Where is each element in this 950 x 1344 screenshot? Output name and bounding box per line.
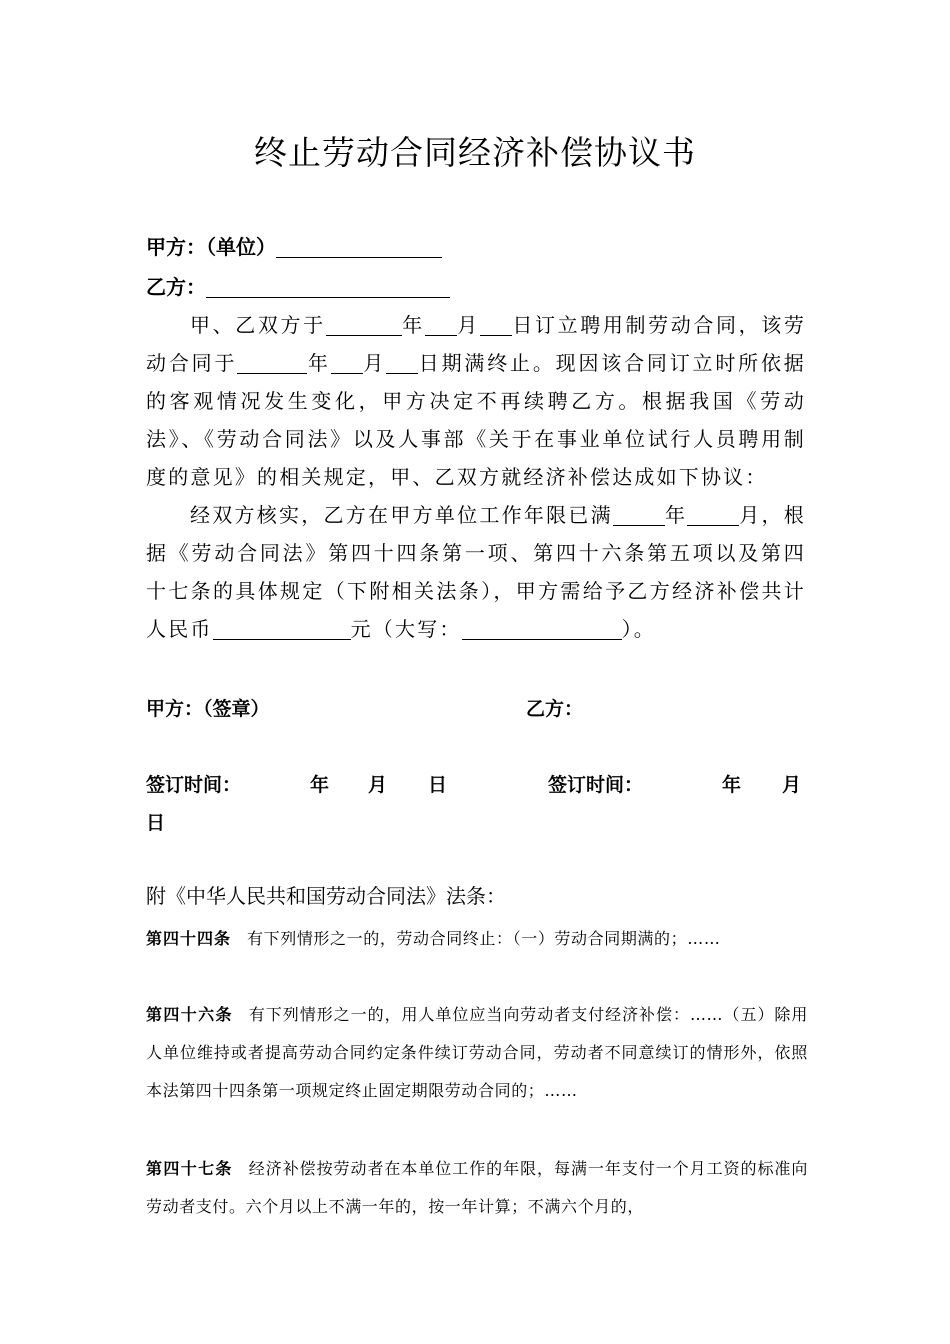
party-b-date-day: 日	[146, 812, 166, 834]
amount-words-blank[interactable]	[462, 615, 622, 640]
para1-text-5: 年	[307, 351, 331, 375]
expiry-month-blank[interactable]	[331, 349, 363, 374]
para2-text-4: 元（大写：	[350, 617, 462, 641]
party-a-date-year: 年	[310, 774, 330, 796]
article-47	[146, 1150, 808, 1226]
party-a-signature-label: 甲方：（签章）	[146, 698, 270, 720]
para2-text-5: ）。	[621, 617, 657, 641]
para1-text-3: 月	[456, 313, 480, 337]
party-b-date-month: 月	[782, 774, 802, 796]
sign-month-blank[interactable]	[425, 311, 457, 336]
party-a-date-month: 月	[368, 774, 388, 796]
document-title: 终止劳动合同经济补偿协议书	[254, 133, 696, 172]
article-46-text: 有下列情形之一的，用人单位应当向劳动者支付经济补偿：……（五）除用人单位维持或者提高劳动合同约定条件续订劳动合同，劳动者不同意续订的情形外，依照本法第四十四条第一项规定终止固定期限劳动合同的；……	[146, 1005, 808, 1100]
service-months-blank[interactable]	[687, 501, 739, 526]
agreement-paragraph-1	[146, 306, 806, 496]
service-years-blank[interactable]	[613, 501, 665, 526]
party-a-label: 甲方：（单位）	[146, 235, 276, 259]
party-b-date-label: 签订时间：	[548, 774, 644, 796]
party-b-blank[interactable]	[206, 273, 450, 298]
para1-text-4: 日订立聘用制劳动合同，该劳动合同于	[146, 313, 807, 375]
para2-text-2: 年	[664, 503, 688, 527]
article-44-text: 有下列情形之一的，劳动合同终止：（一）劳动合同期满的；……	[247, 929, 721, 948]
article-46-label: 第四十六条	[146, 1005, 233, 1024]
sign-year-blank[interactable]	[326, 311, 402, 336]
expiry-day-blank[interactable]	[386, 349, 418, 374]
amount-blank[interactable]	[213, 615, 351, 640]
appendix-heading: 附《中华人民共和国劳动合同法》法条：	[146, 884, 506, 908]
sign-day-blank[interactable]	[480, 311, 512, 336]
party-b-signature-label: 乙方：	[526, 698, 584, 720]
para1-text-6: 月	[362, 351, 387, 375]
para1-text-7: 日期满终止。现因该合同订立时所依据的客观情况发生变化，甲方决定不再续聘乙方。根据我国《劳动法》、《劳动合同法》以及人事部《关于在事业单位试行人员聘用制度的意见》的相关规定，甲、乙双方就经济补偿达成如下协议：	[146, 351, 806, 489]
party-b-date-year: 年	[722, 774, 742, 796]
party-a-line	[146, 228, 442, 266]
para1-text-1: 甲、乙双方于	[190, 313, 326, 337]
para2-text-3: 月，根据《劳动合同法》第四十四条第一项、第四十六条第五项以及第四十七条的具体规定（下附相关法条），甲方需给予乙方经济补偿共计人民币	[146, 503, 806, 641]
article-44-label: 第四十四条	[146, 929, 232, 948]
party-a-date-day: 日	[428, 774, 448, 796]
party-a-date-label: 签订时间：	[146, 774, 242, 796]
para2-text-1: 经双方核实，乙方在甲方单位工作年限已满	[190, 503, 613, 527]
article-47-text: 经济补偿按劳动者在本单位工作的年限，每满一年支付一个月工资的标准向劳动者支付。六个月以上不满一年的，按一年计算；不满六个月的，	[146, 1159, 808, 1216]
party-b-label: 乙方：	[146, 275, 206, 299]
article-47-label: 第四十七条	[146, 1159, 233, 1178]
article-44	[146, 920, 808, 958]
party-b-line	[146, 268, 450, 306]
para1-text-2: 年	[401, 313, 425, 337]
expiry-year-blank[interactable]	[237, 349, 307, 374]
agreement-paragraph-2	[146, 496, 806, 648]
article-46	[146, 996, 808, 1110]
party-a-blank[interactable]	[276, 233, 442, 258]
